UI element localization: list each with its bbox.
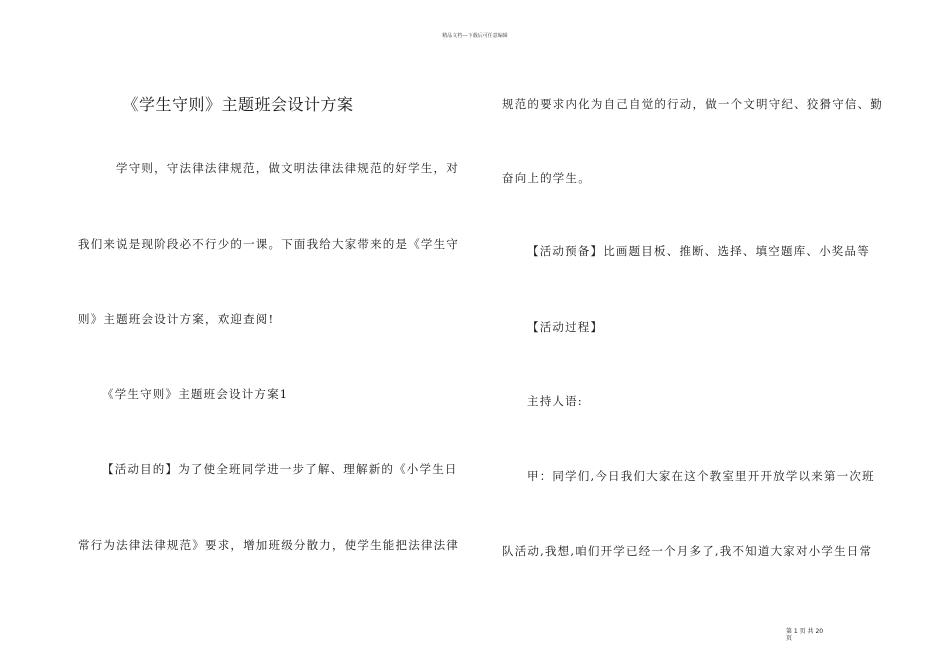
- section-heading: 【活动过程】: [527, 320, 604, 334]
- paragraph-line: 常行为法律法律规范》要求，增加班级分散力，使学生能把法律法律: [78, 538, 459, 552]
- paragraph-line: 【活动预备】比画题目板、推断、选择、填空题库、小奖品等: [527, 244, 870, 258]
- paragraph-line: 甲：同学们,今日我们大家在这个教室里开开放学以来第一次班: [527, 469, 875, 483]
- header-note: 精品文档---下载后可任意编辑: [442, 33, 508, 39]
- paragraph-line: 学守则，守法律法律规范，做文明法律法律规范的好学生，对: [116, 161, 459, 175]
- paragraph-line: 奋向上的学生。: [502, 171, 591, 185]
- paragraph-line: 则》主题班会设计方案，欢迎查阅!: [78, 312, 275, 326]
- paragraph-line: 规范的要求内化为自己自觉的行动，做一个文明守纪、狡猾守信、勤: [502, 97, 883, 111]
- page-number-line: 第 1 页 共 20: [786, 628, 824, 635]
- section-heading: 《学生守则》主题班会设计方案1: [102, 387, 289, 401]
- paragraph-line: 队活动,我想,咱们开学已经一个月多了,我不知道大家对小学生日常: [502, 544, 873, 558]
- paragraph-line: 【活动目的】为了使全班同学进一步了解、理解新的《小学生日: [102, 462, 458, 476]
- paragraph-line: 我们来说是现阶段必不行少的一课。下面我给大家带来的是《学生守: [78, 237, 459, 251]
- paragraph-line: 主持人语:: [527, 394, 583, 408]
- page-number: [786, 628, 846, 642]
- document-title: 《学生守则》主题班会设计方案: [122, 95, 354, 114]
- page-number-line: 页: [786, 635, 793, 642]
